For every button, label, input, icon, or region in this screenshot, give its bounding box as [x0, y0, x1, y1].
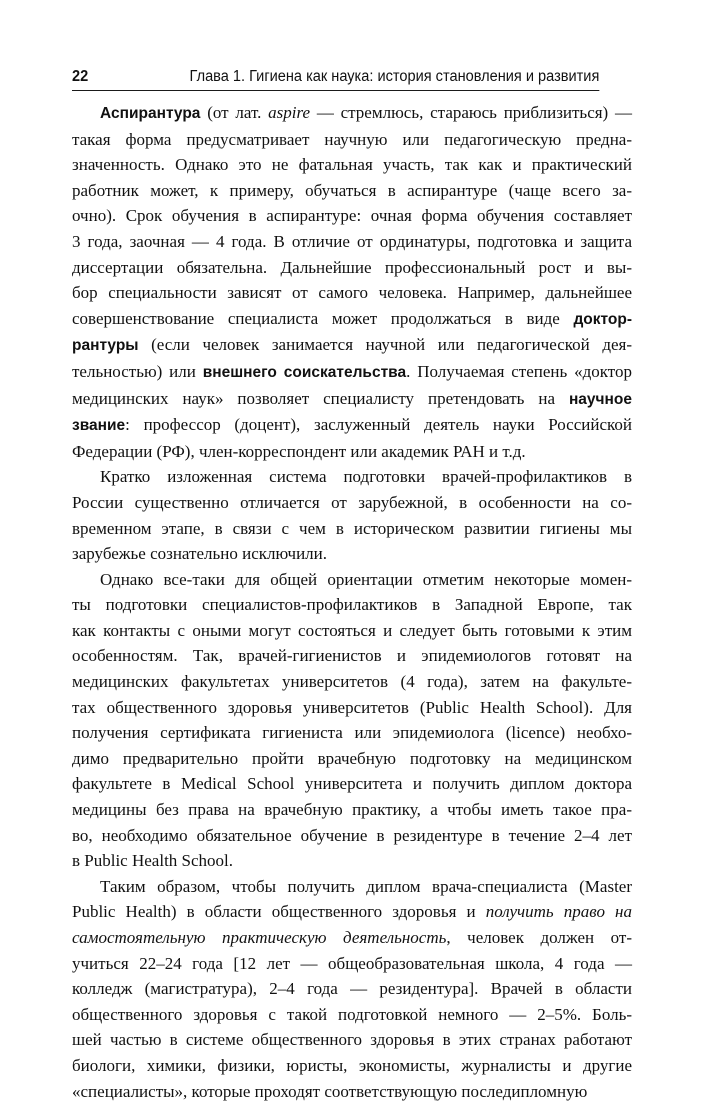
text-line — [72, 951, 632, 977]
text-run: биологи, химики, физики, юристы, экономисты, журналисты и другие — [72, 1055, 632, 1075]
text-line — [72, 1079, 632, 1104]
text-run: колледж (магистратура), 2–4 года — резидентура]. Врачей в области — [72, 979, 632, 999]
text-run: совершенствование специалиста может продолжаться в виде — [72, 308, 574, 328]
text-run: учиться 22–24 года [12 лет — общеобразовательная школа, 4 года — — [72, 953, 632, 973]
text-line — [72, 746, 632, 772]
text-line — [72, 359, 632, 386]
bold-term: звание — [72, 417, 126, 435]
text-run: получения сертификата гигиениста или эпидемиолога (licence) необхо- — [72, 723, 632, 743]
text-run: особенностям. Так, врачей-гигиенистов и эпидемиологов готовят на — [72, 646, 632, 666]
text-run: очно). Срок обучения в аспирантуре: очная форма обучения составляет — [72, 206, 632, 226]
text-run: общественного здоровья с такой подготовкой немного — 2–5%. Боль- — [72, 1004, 632, 1024]
text-line — [72, 203, 632, 229]
italic-text: самостоятельную практическую деятельность — [72, 928, 447, 947]
text-line — [72, 386, 632, 413]
paragraph — [72, 874, 632, 1104]
text-line — [72, 592, 632, 618]
text-line — [72, 823, 632, 849]
text-run: тельностью) или — [72, 361, 203, 381]
text-run: Однако все-таки для общей ориентации отметим некоторые момен- — [100, 569, 632, 589]
italic-text: получить право на — [485, 902, 632, 922]
text-run: , человек должен от- — [446, 928, 633, 947]
paragraph — [72, 464, 632, 566]
text-line — [72, 1053, 632, 1079]
text-line — [72, 643, 632, 669]
text-line — [72, 229, 632, 255]
text-run: Public Health) в области общественного здоровья и — [72, 902, 486, 922]
text-line — [72, 771, 632, 797]
text-line — [72, 280, 632, 306]
text-line — [72, 1027, 632, 1053]
text-run: как контакты с оными могут состояться и следует быть готовыми к этим — [72, 620, 632, 640]
text-run: медицинских факультетах университетов (4 года), затем на факульте- — [72, 672, 632, 692]
bold-term: рантуры — [72, 337, 139, 355]
text-run: зарубежье сознательно исключили. — [72, 544, 328, 564]
text-run: Федерации (РФ), член-корреспондент или академик РАН и т.д. — [72, 441, 526, 461]
paragraph — [72, 567, 632, 874]
text-run: такая форма предусматривает научную или педагогическую предна- — [72, 129, 632, 149]
text-line — [72, 720, 632, 746]
text-line — [72, 848, 632, 874]
text-line — [72, 178, 632, 204]
text-line — [72, 976, 632, 1002]
text-line — [72, 925, 632, 951]
bold-term: Аспирантура — [100, 105, 201, 122]
text-run: Таким образом, чтобы получить диплом врача-специалиста (Master — [100, 876, 632, 896]
text-line — [72, 618, 632, 644]
text-run: . Получаемая степень «доктор — [406, 361, 633, 381]
text-run: Кратко изложенная система подготовки врачей-профилактиков в — [100, 467, 632, 487]
text-line — [72, 797, 632, 823]
paragraph — [72, 100, 632, 464]
text-line — [72, 567, 632, 593]
text-run: бор специальности зависят от самого человека. Например, дальнейшее — [72, 283, 632, 303]
text-line — [72, 464, 632, 490]
text-run: медицины без права на врачебную практику, а чтобы иметь такое пра- — [72, 800, 632, 820]
text-line — [72, 516, 632, 542]
text-run: значенность. Однако это не фатальная участь, так как и практический — [72, 155, 632, 175]
text-line — [72, 439, 632, 465]
text-run: — стремлюсь, стараюсь приблизиться) — — [310, 103, 633, 122]
text-run: «специалисты», которые проходят соответствующую последипломную — [72, 1081, 588, 1101]
running-title: Глава 1. Гигиена как наука: история становления и развития — [189, 68, 600, 85]
text-line — [72, 899, 632, 925]
text-line — [72, 412, 632, 439]
text-run: временном этапе, в связи с чем в историческом развитии гигиены мы — [72, 518, 632, 538]
text-line — [72, 695, 632, 721]
bold-term: научное — [568, 390, 632, 408]
italic-text: aspire — [268, 103, 311, 122]
text-line — [72, 127, 632, 153]
text-run: диссертации обязательна. Дальнейшие профессиональный рост и вы- — [72, 257, 632, 277]
page-number: 22 — [72, 68, 89, 85]
text-run: во, необходимо обязательное обучение в резидентуре в течение 2–4 лет — [72, 825, 632, 845]
text-line — [72, 152, 632, 178]
text-run: тах общественного здоровья университетов (Public Health School). Для — [72, 697, 632, 717]
text-run: шей частью в системе общественного здоровья в этих странах работают — [72, 1030, 632, 1050]
body-text — [72, 100, 632, 1104]
text-line — [72, 255, 632, 281]
text-line — [72, 100, 632, 127]
bold-term: внешнего соискательства — [202, 363, 407, 381]
text-run: России существенно отличается от зарубежной, в особенности на со- — [72, 492, 632, 512]
text-line — [72, 490, 632, 516]
text-line — [72, 874, 632, 900]
text-run: ты подготовки специалистов-профилактиков в Западной Европе, так — [72, 595, 632, 615]
text-run: : профессор (доцент), заслуженный деятель науки Российской — [125, 415, 632, 435]
text-run: (если человек занимается научной или педагогической дея- — [138, 335, 632, 355]
text-run: факультете в Medical School университета и получить диплом доктора — [72, 774, 632, 794]
text-run: медицинских наук» позволяет специалисту претендовать на — [72, 388, 569, 408]
text-line — [72, 1002, 632, 1028]
text-run: 3 года, заочная — 4 года. В отличие от ординатуры, подготовка и защита — [72, 231, 632, 251]
text-run: димо предварительно пройти врачебную подготовку на медицинском — [72, 748, 632, 768]
text-run: (от лат. — [200, 103, 269, 122]
text-run: работник может, к примеру, обучаться в аспирантуре (чаще всего за- — [72, 180, 632, 200]
text-line — [72, 541, 632, 567]
text-run: в Public Health School. — [72, 851, 234, 871]
text-line — [72, 306, 632, 333]
bold-term: доктор- — [573, 310, 632, 328]
running-header — [72, 66, 599, 91]
text-line — [72, 332, 632, 359]
text-line — [72, 669, 632, 695]
